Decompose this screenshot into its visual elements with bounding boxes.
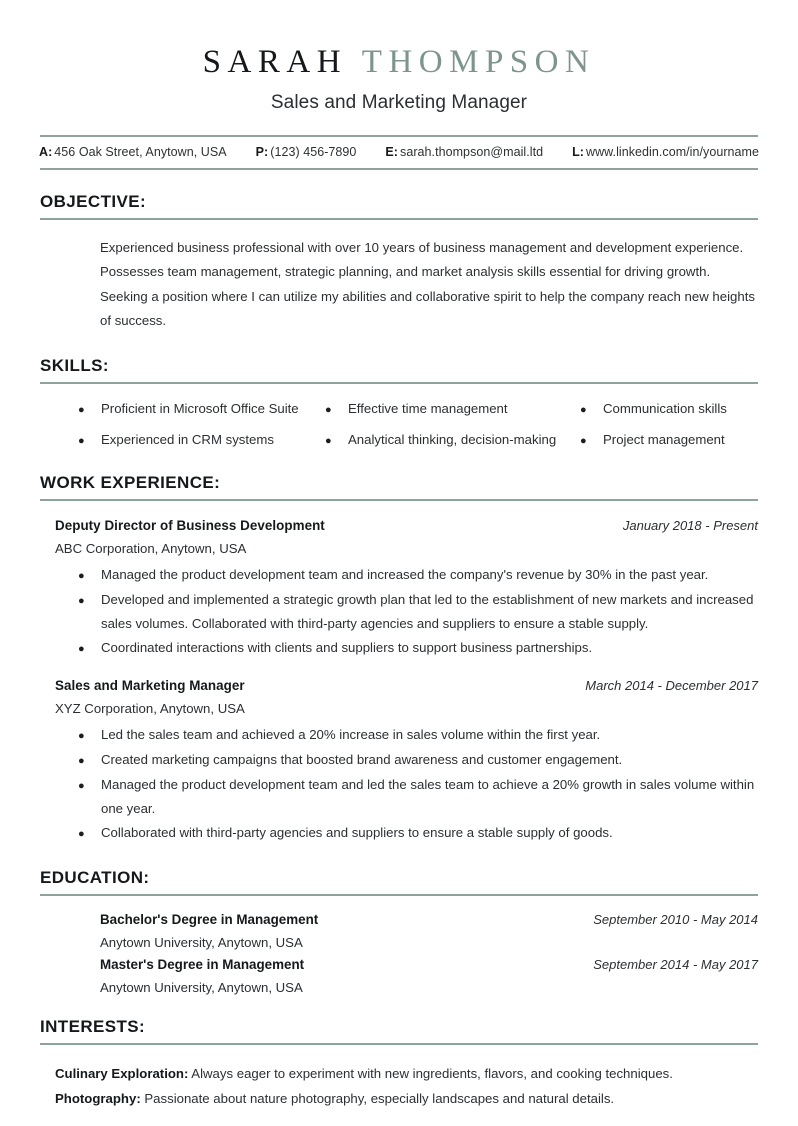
job-company: XYZ Corporation, Anytown, USA: [55, 700, 245, 716]
candidate-first-name: SARAH: [202, 44, 348, 80]
job-entry: [40, 678, 758, 846]
skill-label: Effective time management: [348, 400, 508, 416]
job-bullet: [40, 563, 758, 588]
linkedin-label: L:: [572, 144, 585, 159]
job-bullet: [40, 748, 758, 773]
skill-label: Proficient in Microsoft Office Suite: [101, 400, 299, 416]
bullet-icon: ●: [78, 403, 85, 416]
candidate-last-name: THOMPSON: [361, 44, 596, 80]
bullet-icon: ●: [78, 827, 85, 840]
skill-label: Analytical thinking, decision-making: [348, 431, 557, 447]
interests-section-rule: [40, 1043, 758, 1045]
education-entry: [100, 957, 758, 995]
skill-item: [325, 399, 580, 420]
email-value[interactable]: sarah.thompson@mail.ltd: [400, 144, 544, 159]
job-bullet-list: [40, 723, 758, 846]
job-header-row: [40, 678, 758, 693]
job-dates: March 2014 - December 2017: [585, 677, 758, 693]
job-bullet: [40, 723, 758, 748]
job-company: ABC Corporation, Anytown, USA: [55, 540, 247, 556]
education-degree: Master's Degree in Management: [100, 956, 305, 972]
bullet-icon: ●: [78, 779, 85, 792]
skill-item: [78, 430, 325, 451]
job-bullet-text: Managed the product development team and led the sales team to achieve a 20% growth in sales volume within one year.: [101, 776, 755, 816]
education-list: [40, 912, 758, 995]
address-label: A:: [39, 144, 53, 159]
interest-entry: [55, 1086, 758, 1111]
interest-text: Always eager to experiment with new ingredients, flavors, and cooking techniques.: [191, 1065, 673, 1081]
job-header-row: [40, 518, 758, 533]
interests-list: [40, 1061, 758, 1111]
objective-section: [40, 192, 758, 334]
education-header-row: [100, 957, 758, 972]
interest-entry: [55, 1061, 758, 1086]
objective-text: Experienced business professional with over 10 years of business management and development experience. Possesses team management, strategic planning, and market analysis skills essential for driving growth. Seeking a position where I can utilize my abilities and collaborative spirit to help the company reach new heights of success.: [100, 239, 756, 329]
objective-section-rule: [40, 218, 758, 220]
job-bullet-text: Created marketing campaigns that boosted brand awareness and customer engagement.: [101, 751, 623, 767]
work-section-rule: [40, 499, 758, 501]
skills-section-rule: [40, 382, 758, 384]
bullet-icon: ●: [78, 434, 85, 447]
bullet-icon: ●: [78, 642, 85, 655]
contact-address: [39, 145, 227, 159]
education-section-rule: [40, 894, 758, 896]
job-bullet: [40, 636, 758, 661]
phone-label: P:: [255, 144, 269, 159]
skill-label: Experienced in CRM systems: [101, 431, 274, 447]
skill-item: [580, 430, 758, 451]
job-bullet-text: Coordinated interactions with clients and suppliers to support business partnerships.: [101, 639, 593, 655]
job-bullet: [40, 773, 758, 821]
job-role: Deputy Director of Business Development: [55, 517, 325, 533]
interests-section: [40, 1017, 758, 1111]
contact-bar: [40, 135, 758, 170]
skill-item: [78, 399, 325, 420]
address-value: 456 Oak Street, Anytown, USA: [54, 144, 227, 159]
job-bullet-list: [40, 563, 758, 661]
email-label: E:: [385, 144, 399, 159]
job-entry: [40, 518, 758, 661]
education-section-title: EDUCATION:: [40, 867, 150, 887]
job-bullet-text: Developed and implemented a strategic growth plan that led to the establishment of new markets and increased sales volumes. Collaborated with third-party agencies and suppliers to ensure a stable supply.: [101, 591, 754, 631]
education-entry: [100, 912, 758, 950]
skills-section: [40, 356, 758, 451]
bullet-icon: ●: [78, 729, 85, 742]
contact-email[interactable]: [385, 145, 543, 159]
work-section-title: WORK EXPERIENCE:: [40, 472, 221, 492]
objective-body: [40, 236, 758, 334]
bullet-icon: ●: [325, 434, 332, 447]
education-school: Anytown University, Anytown, USA: [100, 979, 303, 995]
education-degree: Bachelor's Degree in Management: [100, 911, 319, 927]
skill-label: Communication skills: [603, 400, 727, 416]
candidate-job-title: Sales and Marketing Manager: [270, 91, 528, 113]
contact-linkedin[interactable]: [572, 145, 759, 159]
job-dates: January 2018 - Present: [622, 517, 758, 533]
bullet-icon: ●: [325, 403, 332, 416]
bullet-icon: ●: [580, 434, 587, 447]
job-bullet-text: Collaborated with third-party agencies and suppliers to ensure a stable supply of goods.: [101, 824, 613, 840]
job-bullet-text: Led the sales team and achieved a 20% increase in sales volume within the first year.: [101, 726, 601, 742]
job-role: Sales and Marketing Manager: [55, 677, 245, 693]
skill-item: [325, 430, 580, 451]
job-bullet: [40, 588, 758, 636]
phone-value: (123) 456-7890: [270, 144, 357, 159]
education-header-row: [100, 912, 758, 927]
education-section: [40, 868, 758, 995]
bullet-icon: ●: [78, 569, 85, 582]
skill-label: Project management: [603, 431, 725, 447]
education-dates: September 2010 - May 2014: [593, 911, 758, 927]
education-school: Anytown University, Anytown, USA: [100, 934, 303, 950]
bullet-icon: ●: [78, 594, 85, 607]
resume-header: [40, 0, 758, 114]
skill-item: [580, 399, 758, 420]
contact-phone: [256, 145, 357, 159]
work-experience-section: [40, 473, 758, 846]
skills-grid: [40, 399, 758, 451]
job-bullet: [40, 821, 758, 846]
education-dates: September 2014 - May 2017: [593, 956, 758, 972]
skills-section-title: SKILLS:: [40, 355, 109, 375]
bullet-icon: ●: [580, 403, 587, 416]
interest-text: Passionate about nature photography, especially landscapes and natural details.: [144, 1090, 615, 1106]
interest-label: Culinary Exploration:: [55, 1065, 189, 1081]
bullet-icon: ●: [78, 754, 85, 767]
job-bullet-text: Managed the product development team and increased the company's revenue by 30% in the past year.: [101, 566, 709, 582]
interests-section-title: INTERESTS:: [40, 1016, 146, 1036]
candidate-name: [40, 44, 758, 81]
objective-section-title: OBJECTIVE:: [40, 191, 147, 211]
linkedin-value[interactable]: www.linkedin.com/in/yourname: [586, 144, 760, 159]
interest-label: Photography:: [55, 1090, 141, 1106]
